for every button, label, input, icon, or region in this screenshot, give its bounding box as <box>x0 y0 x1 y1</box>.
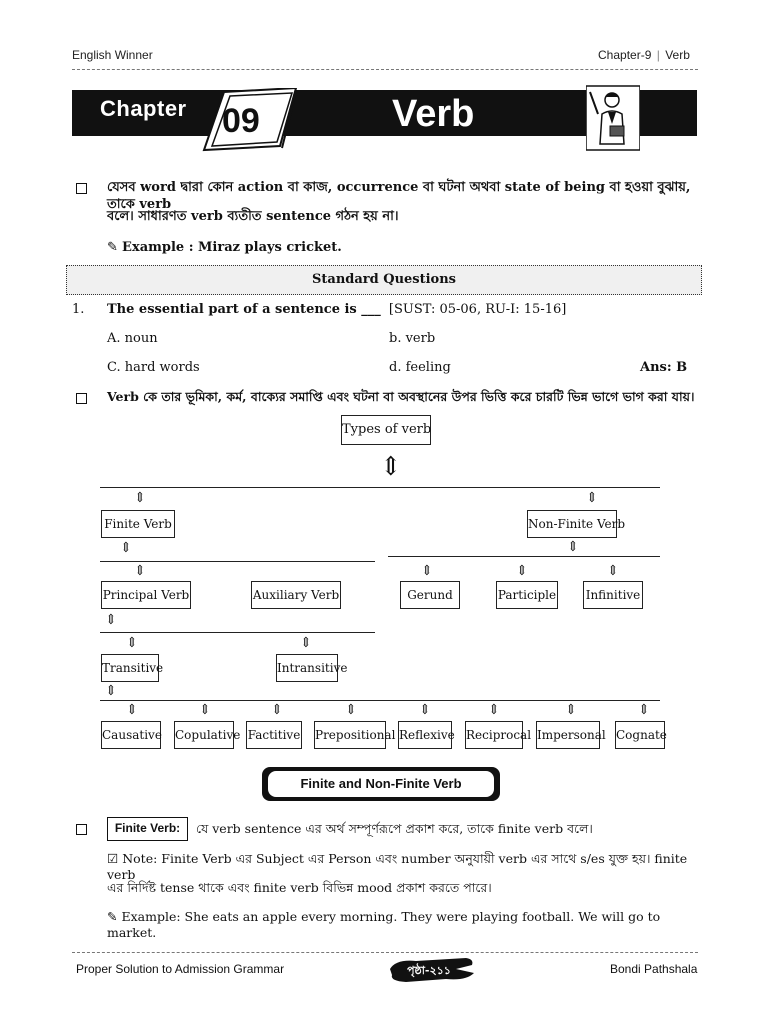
arrow-icon: ⇕ <box>421 563 433 579</box>
node-finite-verb: Finite Verb <box>101 510 175 538</box>
checkbox-bullet-icon <box>76 824 87 835</box>
arrow-icon: ⇕ <box>126 635 138 651</box>
header-chapter <box>598 48 690 62</box>
finite-verb-example-text: Example: She eats an apple every morning. They were playing football. We will go to market. <box>107 909 661 941</box>
standard-questions-heading: Standard Questions <box>66 265 702 295</box>
header-separator: | <box>656 48 660 62</box>
arrow-icon: ⇕ <box>120 540 132 556</box>
arrow-icon: ⇕ <box>380 452 402 482</box>
arrow-icon: ⇕ <box>126 702 138 718</box>
node-types-of-verb: Types of verb <box>341 415 431 445</box>
checkbox-bullet-icon <box>76 393 87 404</box>
section-heading: Finite and Non-Finite Verb <box>268 771 494 797</box>
arrow-icon: ⇕ <box>607 563 619 579</box>
teacher-illustration-icon <box>586 84 640 152</box>
finite-verb-note-line-1: Note: Finite Verb এর Subject এর Person এবং number অনুযায়ী verb এর সাথে s/es যুক্ত হয়। finite verb <box>107 851 688 883</box>
node-impersonal: Impersonal <box>536 721 600 749</box>
node-auxiliary-verb: Auxiliary Verb <box>251 581 341 609</box>
header-topic: Verb <box>665 48 690 62</box>
connector-line <box>100 700 660 701</box>
node-cognate: Cognate <box>615 721 665 749</box>
arrow-icon: ⇕ <box>300 635 312 651</box>
connector-line <box>100 487 660 488</box>
arrow-icon: ⇕ <box>586 490 598 506</box>
node-intransitive: Intransitive <box>276 654 338 682</box>
intro-example-text: Example : Miraz plays cricket. <box>122 240 342 255</box>
node-gerund: Gerund <box>400 581 460 609</box>
footer-publisher: Bondi Pathshala <box>610 962 698 976</box>
node-infinitive: Infinitive <box>583 581 643 609</box>
arrow-icon: ⇕ <box>565 702 577 718</box>
page-number: পৃষ্ঠা-২১১ <box>407 964 451 977</box>
question-1 <box>107 302 566 319</box>
arrow-icon: ⇕ <box>638 702 650 718</box>
arrow-icon: ⇕ <box>488 702 500 718</box>
arrow-icon: ⇕ <box>345 702 357 718</box>
arrow-icon: ⇕ <box>516 563 528 579</box>
node-principal-verb: Principal Verb <box>101 581 191 609</box>
intro-line-1: যেসব word দ্বারা কোন action বা কাজ, occurrence বা ঘটনা অথবা state of being বা হওয়া বুঝায়, তাকে verb <box>107 180 691 212</box>
connector-line <box>100 632 375 633</box>
finite-verb-example <box>107 909 707 942</box>
intro-example <box>107 240 342 257</box>
footer-book-title: Proper Solution to Admission Grammar <box>76 962 285 976</box>
node-reciprocal: Reciprocal <box>465 721 523 749</box>
header-book-title: English Winner <box>72 48 153 62</box>
option-d: d. feeling <box>389 360 451 375</box>
chapter-banner <box>72 88 697 150</box>
answer: Ans: B <box>640 360 688 375</box>
book-icon <box>200 88 300 152</box>
types-intro: Verb কে তার ভূমিকা, কর্ম, বাক্যের সমাপ্তি এবং ঘটনা বা অবস্থানের উপর ভিত্তি করে চারটি ভিন্ন ভাগে ভাগ করা যায়। <box>107 389 695 404</box>
node-transitive: Transitive <box>101 654 159 682</box>
checkmark-box-icon: ☑ <box>107 851 119 866</box>
node-prepositional: Prepositional <box>314 721 386 749</box>
finite-verb-note-line-2: এর নির্দিষ্ট tense থাকে এবং finite verb বিভিন্ন mood প্রকাশ করতে পারে। <box>107 880 492 895</box>
option-b: b. verb <box>389 331 436 346</box>
node-causative: Causative <box>101 721 161 749</box>
pencil-icon: ✎ <box>107 909 118 924</box>
arrow-icon: ⇕ <box>199 702 211 718</box>
option-c: C. hard words <box>107 360 200 375</box>
arrow-icon: ⇕ <box>419 702 431 718</box>
node-factitive: Factitive <box>246 721 302 749</box>
arrow-icon: ⇕ <box>134 563 146 579</box>
finite-verb-label: Finite Verb: <box>107 817 188 841</box>
intro-line-2: বলে। সাধারণত verb ব্যতীত sentence গঠন হয় না। <box>107 209 399 224</box>
connector-line <box>388 556 660 557</box>
node-non-finite-verb: Non-Finite Verb <box>527 510 617 538</box>
header-chapter-label: Chapter-9 <box>598 48 652 62</box>
arrow-icon: ⇕ <box>105 612 117 628</box>
pencil-icon: ✎ <box>107 240 118 255</box>
chapter-number: 09 <box>222 102 260 140</box>
header-divider <box>72 69 698 70</box>
question-number: 1. <box>72 302 85 317</box>
arrow-icon: ⇕ <box>105 683 117 699</box>
finite-verb-note <box>107 851 707 884</box>
node-reflexive: Reflexive <box>398 721 452 749</box>
chapter-word: Chapter <box>100 96 187 121</box>
arrow-icon: ⇕ <box>134 490 146 506</box>
node-copulative: Copulative <box>174 721 234 749</box>
checkbox-bullet-icon <box>76 183 87 194</box>
arrow-icon: ⇕ <box>567 539 579 555</box>
question-text: The essential part of a sentence is ___ <box>107 302 381 317</box>
footer-divider <box>72 952 698 953</box>
finite-verb-definition: যে verb sentence এর অর্থ সম্পূর্ণরূপে প্রকাশ করে, তাকে finite verb বলে। <box>196 821 593 836</box>
chapter-title: Verb <box>392 93 475 135</box>
node-participle: Participle <box>496 581 558 609</box>
question-reference: [SUST: 05-06, RU-I: 15-16] <box>388 302 567 317</box>
connector-line <box>100 561 375 562</box>
option-a: A. noun <box>107 331 158 346</box>
arrow-icon: ⇕ <box>271 702 283 718</box>
